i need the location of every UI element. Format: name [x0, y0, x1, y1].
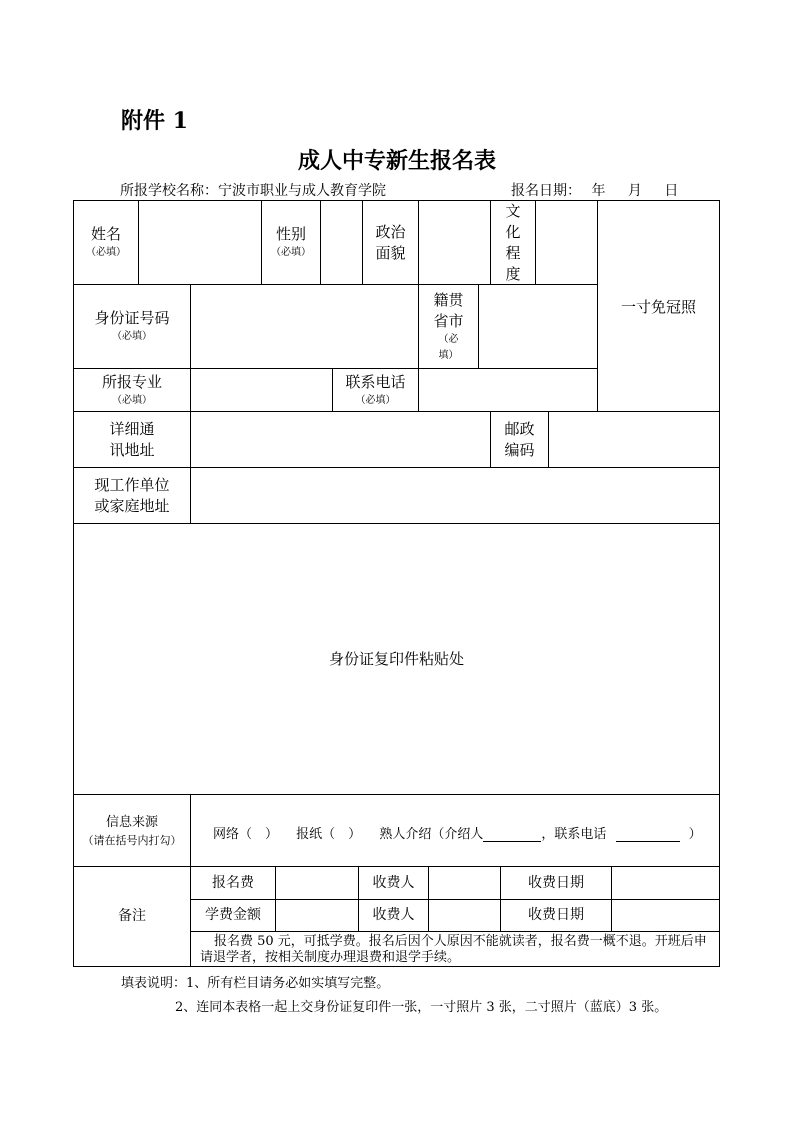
tuition-field[interactable]: [276, 900, 358, 931]
info-source-options: [213, 823, 713, 842]
tuition-date-field[interactable]: [612, 900, 719, 931]
instructions-line1: 填表说明：1、所有栏目请务必如实填写完整。: [121, 976, 390, 991]
education-field[interactable]: [536, 201, 597, 284]
tuition-collector-label: 收费人: [372, 907, 415, 923]
form-title: 成人中专新生报名表: [297, 148, 496, 174]
school-name: 宁波市职业与成人教育学院: [218, 183, 386, 199]
major-label: 所报专业 （必填）: [101, 372, 162, 406]
close-paren: ）: [688, 827, 702, 842]
reg-fee-collector-label: 收费人: [372, 874, 415, 891]
reg-fee-collector-field[interactable]: [429, 867, 500, 899]
postcode-label: 邮政 编码: [504, 419, 535, 459]
work-address-label: 现工作单位 或家庭地址: [94, 475, 170, 515]
reg-fee-label: 报名费: [212, 874, 254, 891]
native-place-field[interactable]: [479, 285, 597, 368]
referrer-phone-label: ，联系电话: [541, 827, 607, 842]
registration-date: [511, 180, 678, 200]
referrer-field[interactable]: [483, 827, 541, 842]
id-number-label: 身份证号码 （必填）: [94, 309, 170, 342]
remarks-label: 备注: [118, 908, 146, 924]
school-label: 所报学校名称：: [120, 183, 218, 199]
phone-field[interactable]: [419, 369, 597, 411]
postcode-field[interactable]: [549, 412, 719, 467]
fee-note: 报名费 50 元，可抵学费。报名后因个人原因不能就读者，报名费一概不退。开班后申请退学者，按相关制度办理退费和退学手续。: [200, 934, 707, 965]
gender-label: 性别 （必填）: [271, 225, 311, 258]
name-label: 姓名 （必填）: [86, 225, 126, 258]
work-address-field[interactable]: [191, 468, 719, 523]
option-network[interactable]: 网络（ ）: [213, 827, 279, 842]
option-referral[interactable]: 熟人介绍（介绍人: [379, 827, 484, 842]
education-label: 文 化 程 度: [505, 201, 521, 283]
date-label: 报名日期：: [511, 183, 581, 199]
tuition-date-label: 收费日期: [528, 907, 584, 923]
native-place-label: 籍贯 省市 （必 填）: [433, 290, 464, 361]
reg-fee-date-field[interactable]: [612, 867, 719, 899]
political-field[interactable]: [419, 201, 490, 284]
tuition-label: 学费金额: [205, 907, 261, 923]
info-source-label: 信息来源 （请在括号内打勾）: [82, 815, 182, 847]
tuition-collector-field[interactable]: [429, 900, 500, 931]
reg-fee-field[interactable]: [276, 867, 358, 899]
major-field[interactable]: [191, 369, 332, 411]
address-label: 详细通 讯地址: [109, 419, 155, 459]
gender-field[interactable]: [321, 201, 362, 284]
year-label: 年: [591, 183, 606, 199]
referrer-phone-field[interactable]: [616, 827, 680, 842]
photo-area: 一寸免冠照: [620, 298, 696, 316]
id-copy-area: 身份证复印件粘贴处: [328, 649, 464, 668]
option-newspaper[interactable]: 报纸（ ）: [296, 827, 362, 842]
attachment-label: 附件 1: [121, 108, 188, 134]
reg-fee-date-label: 收费日期: [528, 874, 584, 891]
id-number-field[interactable]: [191, 285, 418, 368]
political-label: 政治 面貌: [375, 222, 406, 262]
phone-label: 联系电话 （必填）: [345, 372, 406, 406]
address-field[interactable]: [191, 412, 490, 467]
instructions-line2: 2、连同本表格一起上交身份证复印件一张，一寸照片 3 张，二寸照片（蓝底）3 张。: [175, 1000, 668, 1015]
month-label: 月: [627, 183, 642, 199]
school-info: [120, 180, 386, 200]
name-field[interactable]: [139, 201, 261, 284]
day-label: 日: [664, 183, 679, 199]
